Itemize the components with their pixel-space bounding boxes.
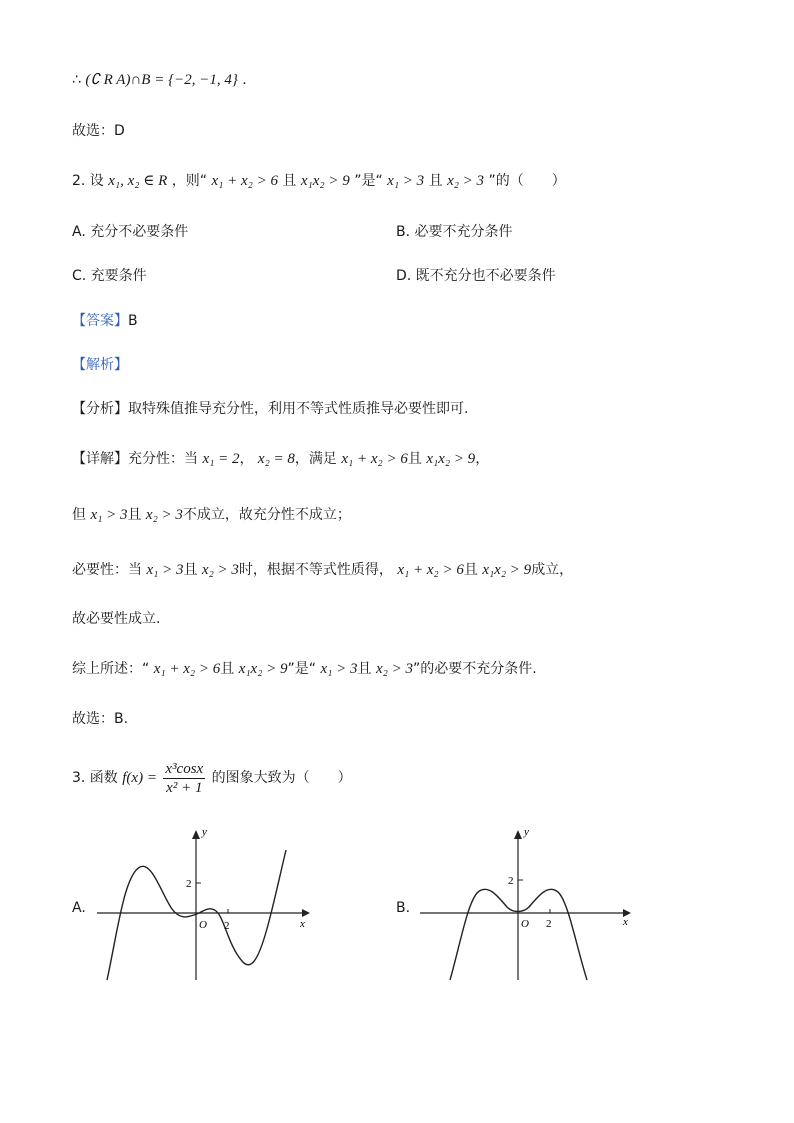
sum-t1: 综上所述：“ (72, 661, 150, 677)
but-e2: x₂ > 3 (145, 507, 183, 523)
q2-mid1: ，则“ (171, 173, 207, 189)
q2-and2: 且 (428, 173, 443, 189)
sum-t3: ”是“ (287, 661, 317, 677)
q2-cond1: x₁ + x₂ > 6 (211, 173, 278, 189)
but-t3: 不成立，故充分性不成立； (182, 507, 351, 523)
q2-option-c: C. 充要条件 (72, 268, 147, 284)
graph-a-y-tick-label: 2 (186, 878, 192, 890)
graph-b-x-label: x (623, 916, 628, 928)
period: . (242, 72, 247, 88)
q2-option-a: A. 充分不必要条件 (72, 224, 189, 240)
q2-prefix: 2. 设 (72, 173, 104, 189)
graph-b-y-tick-label: 2 (508, 875, 514, 887)
xiangjie-e4: x₁x₂ > 9 (426, 451, 476, 467)
xiangjie-e2: x₂ = 8 (257, 451, 295, 467)
fenxi-text: 取特殊值推导充分性，利用不等式性质推导必要性即可. (128, 401, 469, 417)
xiangjie-t1: 充分性：当 (128, 451, 198, 467)
q3-numerator: x³cosx (165, 760, 204, 777)
answer-select-b: 故选：B. (72, 711, 129, 727)
line-necessity-2: 故必要性成立. (72, 611, 161, 627)
q2-cond3: x₁ > 3 (387, 173, 425, 189)
question-2 (72, 171, 566, 191)
xiangjie-t2: ， (239, 451, 254, 467)
but-t2: 且 (127, 507, 142, 523)
but-e1: x₁ > 3 (90, 507, 128, 523)
nec-e1: x₁ > 3 (146, 562, 184, 578)
question-3 (72, 758, 352, 798)
fenxi-label: 【分析】 (72, 401, 128, 417)
graph-a-x-label: x (300, 918, 305, 930)
line-but (72, 505, 351, 525)
q3-tail: 的图象大致为（ ） (211, 770, 352, 786)
graph-b-label: B. (396, 900, 411, 916)
graph-a-label: A. (72, 900, 86, 916)
sum-e2: x₁x₂ > 9 (238, 661, 288, 677)
q3-fx: f(x) = (122, 770, 157, 786)
answer-line (72, 311, 138, 331)
q2-cond2: x₁x₂ > 9 (300, 173, 350, 189)
answer-value: B (128, 313, 138, 329)
graph-b-y-arrow (514, 830, 522, 839)
but-t1: 但 (72, 507, 86, 523)
nec-e4: x₁x₂ > 9 (482, 562, 532, 578)
graph-b-origin: O (521, 918, 529, 930)
therefore-symbol: ∴ (72, 72, 81, 88)
nec-t5: 成立， (531, 562, 574, 578)
nec-t3: 时，根据不等式性质得， (238, 562, 393, 578)
nec-e2: x₂ > 3 (201, 562, 239, 578)
q3-prefix: 3. 函数 (72, 770, 118, 786)
q2-tail: ”的（ ） (488, 173, 566, 189)
graph-a-y-label: y (202, 826, 207, 838)
q2-option-b: B. 必要不充分条件 (396, 224, 513, 240)
graph-a (92, 825, 312, 985)
sum-e3: x₁ > 3 (320, 661, 358, 677)
xiangjie-t4: 且 (407, 451, 422, 467)
xiangjie-label: 【详解】 (72, 451, 128, 467)
q2-option-d: D. 既不充分也不必要条件 (396, 268, 556, 284)
graph-b-x-tick-label: 2 (546, 918, 552, 930)
summary-line (72, 659, 537, 679)
xiangjie-e3: x₁ + x₂ > 6 (341, 451, 408, 467)
graph-b (415, 825, 635, 985)
sum-t4: 且 (357, 661, 372, 677)
sum-e1: x₁ + x₂ > 6 (153, 661, 221, 677)
xiangjie-e1: x₁ = 2 (202, 451, 240, 467)
nec-e3: x₁ + x₂ > 6 (397, 562, 464, 578)
q2-and1: 且 (282, 173, 297, 189)
q2-cond4: x₂ > 3 (447, 173, 485, 189)
set-expression: (∁ R A)∩B = {−2, −1, 4} (85, 72, 238, 88)
nec-t4: 且 (463, 562, 478, 578)
answer-select-d: 故选：D (72, 123, 125, 139)
graph-a-y-arrow (192, 830, 200, 839)
graph-a-x-arrow (302, 909, 310, 917)
line-set-result (72, 70, 247, 90)
nec-t2: 且 (183, 562, 198, 578)
line-necessity (72, 560, 573, 580)
xiangjie-t5: ， (475, 451, 490, 467)
graph-a-origin: O (199, 919, 207, 931)
nec-t1: 必要性：当 (72, 562, 142, 578)
xiangjie-t3: ，满足 (294, 451, 337, 467)
fenxi-line (72, 399, 468, 419)
q3-denominator: x² + 1 (166, 779, 203, 796)
analysis-label: 【解析】 (72, 357, 128, 373)
sum-t2: 且 (220, 661, 235, 677)
xiangjie-line (72, 449, 489, 469)
answer-label: 【答案】 (72, 313, 128, 329)
graph-a-x-tick-label: 2 (224, 920, 230, 932)
q3-fraction (163, 760, 205, 797)
sum-e4: x₂ > 3 (375, 661, 413, 677)
q2-vars: x₁, x₂ ∈ R (108, 173, 168, 189)
q2-mid2: ”是“ (354, 173, 383, 189)
sum-t5: ”的必要不充分条件. (412, 661, 537, 677)
graph-b-y-label: y (524, 826, 529, 838)
